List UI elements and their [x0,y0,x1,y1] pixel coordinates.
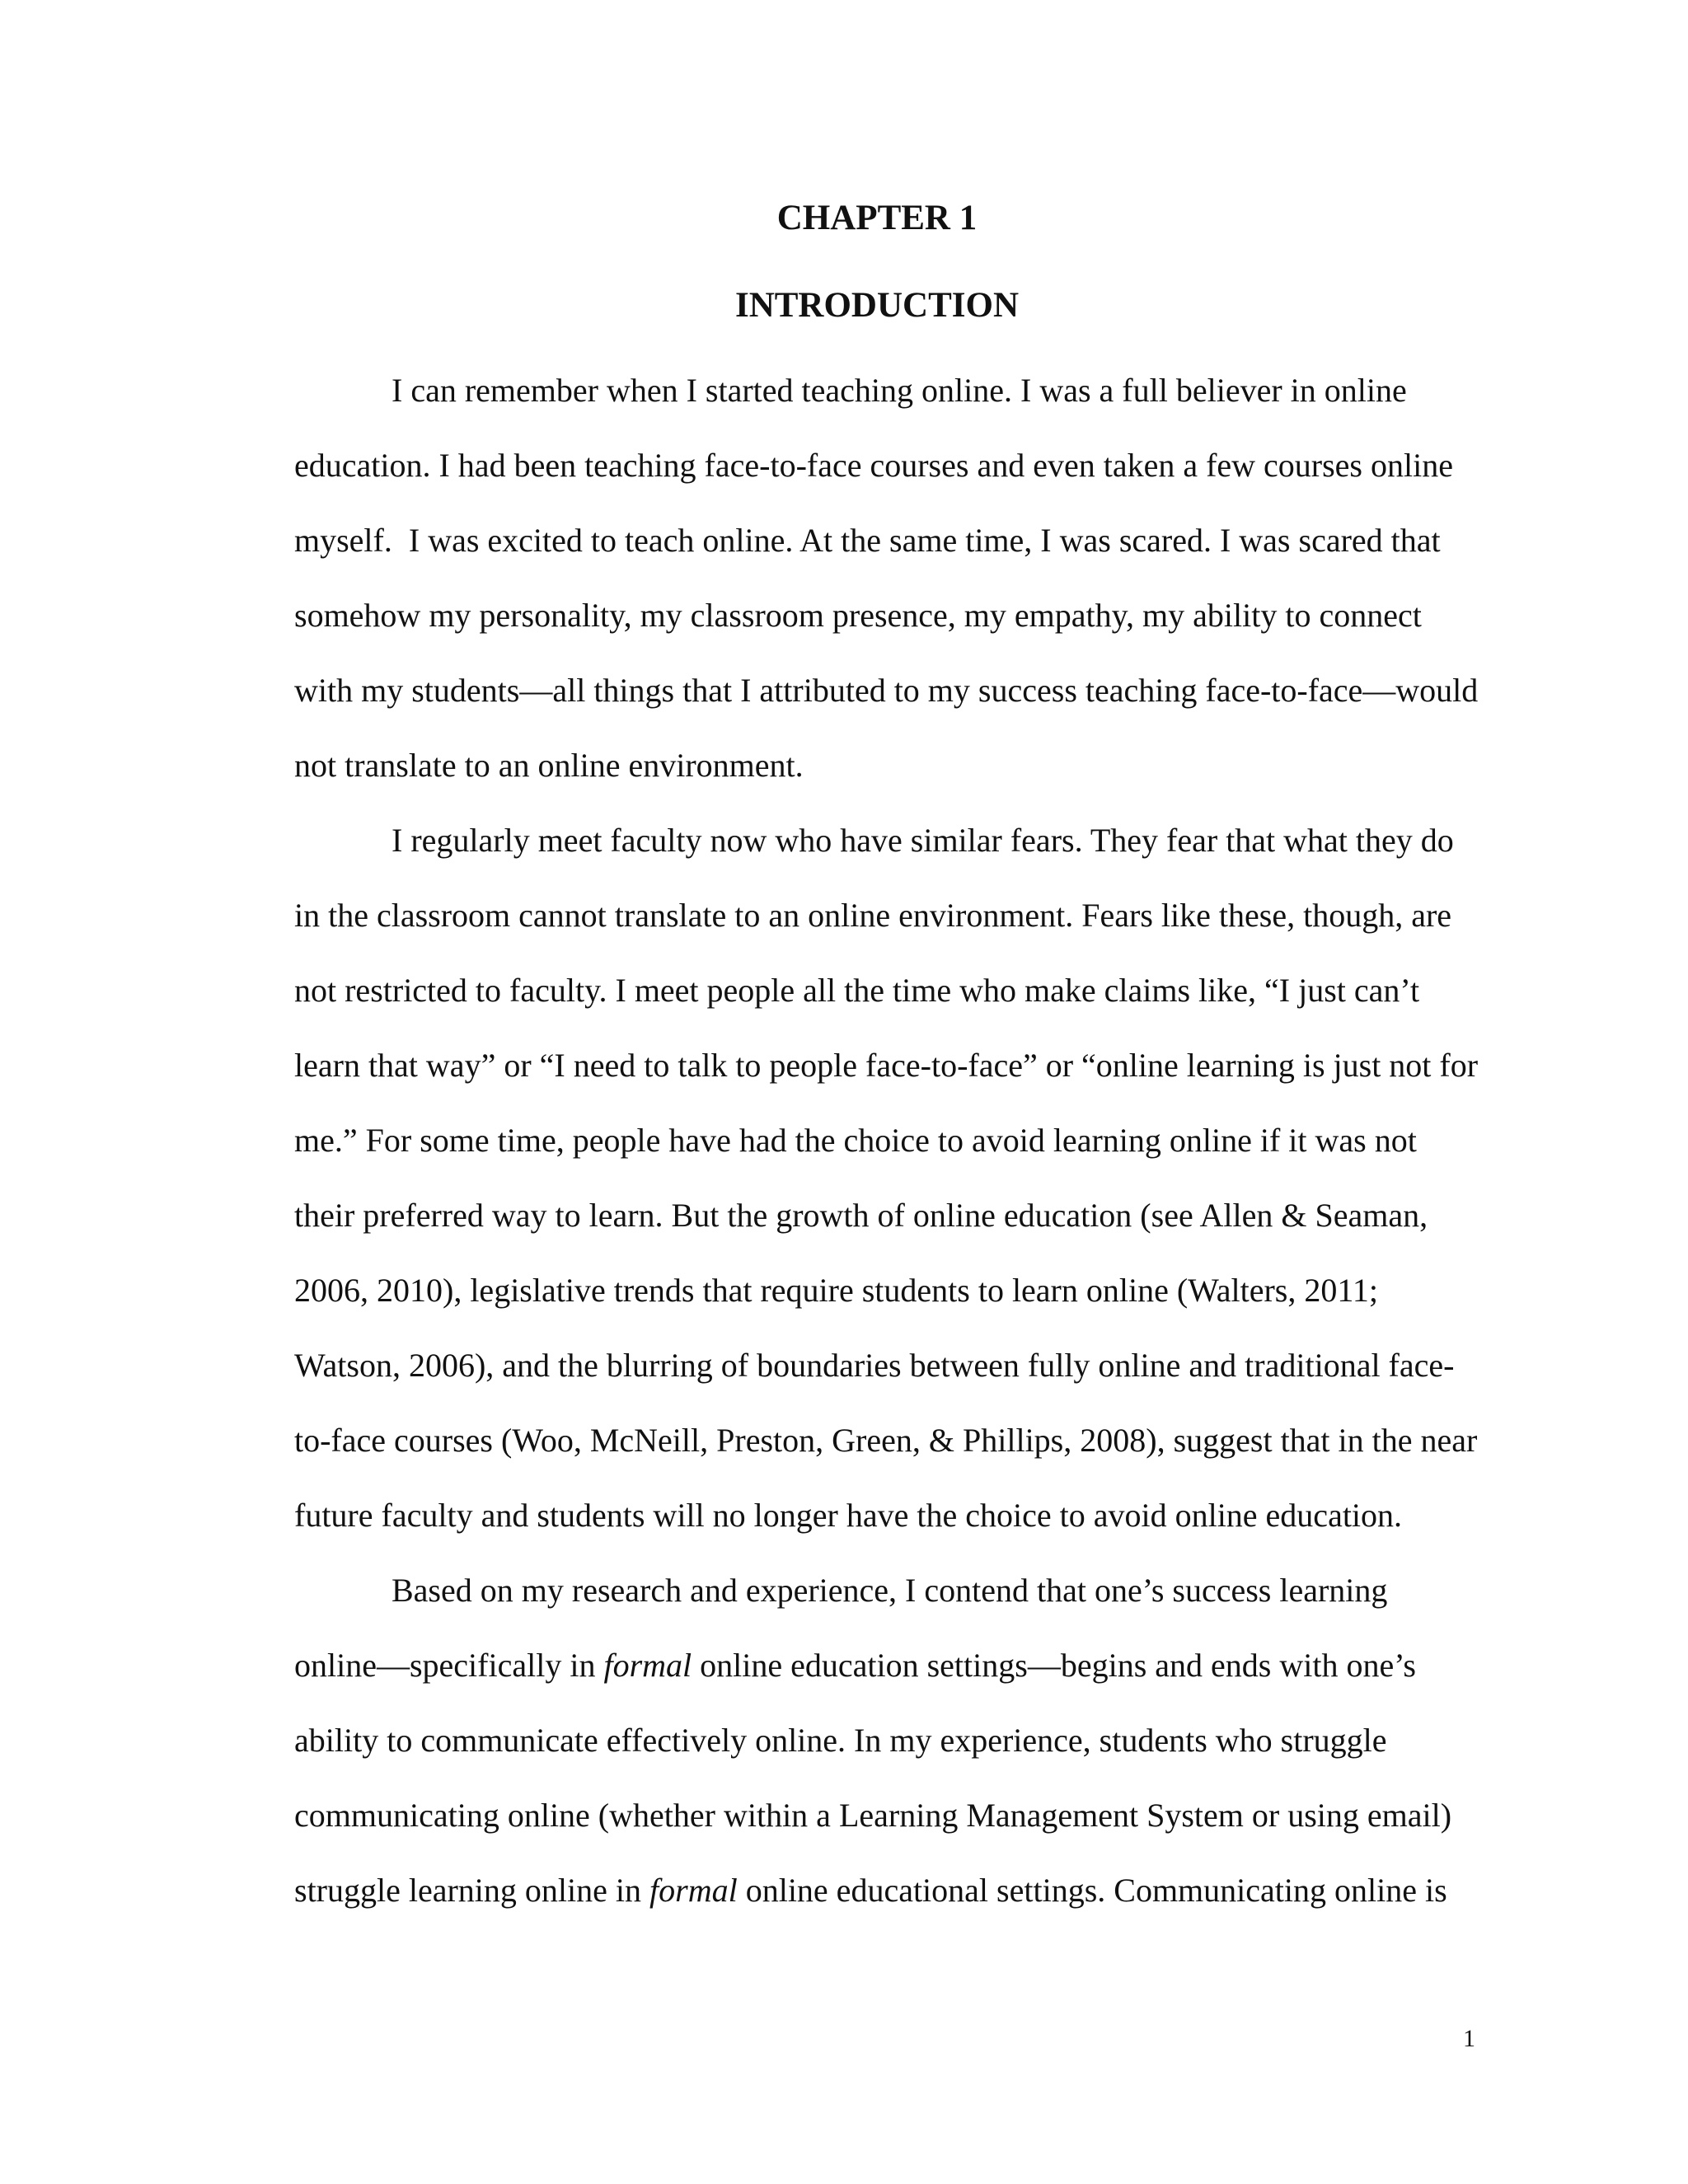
text-line: I can remember when I started teaching online. I was a full believer in online [392,372,1407,409]
text-line [294,1869,1481,1944]
text-line: I regularly meet faculty now who have similar fears. They fear that what they do [392,822,1454,859]
text-line: somehow my personality, my classroom presence, my empathy, my ability to connect [294,597,1422,634]
text-line: Based on my research and experience, I contend that one’s success learning [392,1572,1388,1609]
text-line: myself. I was excited to teach online. At the same time, I was scared. I was scared that [294,522,1441,559]
text-line: to-face courses (Woo, McNeill, Preston, Green, & Phillips, 2008), suggest that in the near [294,1422,1478,1459]
chapter-label: CHAPTER 1 [776,199,978,237]
text-run: struggle learning online in [294,1872,650,1909]
text-line: 2006, 2010), legislative trends that require students to learn online (Walters, 2011; [294,1272,1378,1309]
text-line: ability to communicate effectively online. In my experience, students who struggle [294,1722,1387,1759]
text-line: not restricted to faculty. I meet people all the time who make claims like, “I just can’t [294,972,1420,1009]
text-line: future faculty and students will no longer have the choice to avoid online education. [294,1497,1403,1534]
chapter-title: INTRODUCTION [734,286,1020,325]
text-run: online—specifically in [294,1647,604,1684]
text-line: not translate to an online environment. [294,747,804,784]
text-line: with my students—all things that I attributed to my success teaching face-to-face—would [294,672,1479,709]
text-line: in the classroom cannot translate to an online environment. Fears like these, though, are [294,897,1452,934]
text-line: learn that way” or “I need to talk to people face-to-face” or “online learning is just not for [294,1047,1479,1084]
emphasis-text: formal [649,1872,738,1909]
body-text [294,369,1481,1944]
text-line [294,1644,1481,1719]
text-line: education. I had been teaching face-to-face courses and even taken a few courses online [294,447,1453,484]
text-run: online education settings—begins and ends with one’s [692,1647,1416,1684]
page-number: 1 [1463,2025,1475,2052]
emphasis-text: formal [603,1647,692,1684]
text-line: Watson, 2006), and the blurring of boundaries between fully online and traditional face- [294,1347,1455,1384]
text-run: online educational settings. Communicating online is [737,1872,1447,1909]
text-line: their preferred way to learn. But the growth of online education (see Allen & Seaman, [294,1197,1428,1234]
text-line: communicating online (whether within a Learning Management System or using email) [294,1797,1452,1834]
text-line: me.” For some time, people have had the choice to avoid learning online if it was not [294,1122,1417,1159]
